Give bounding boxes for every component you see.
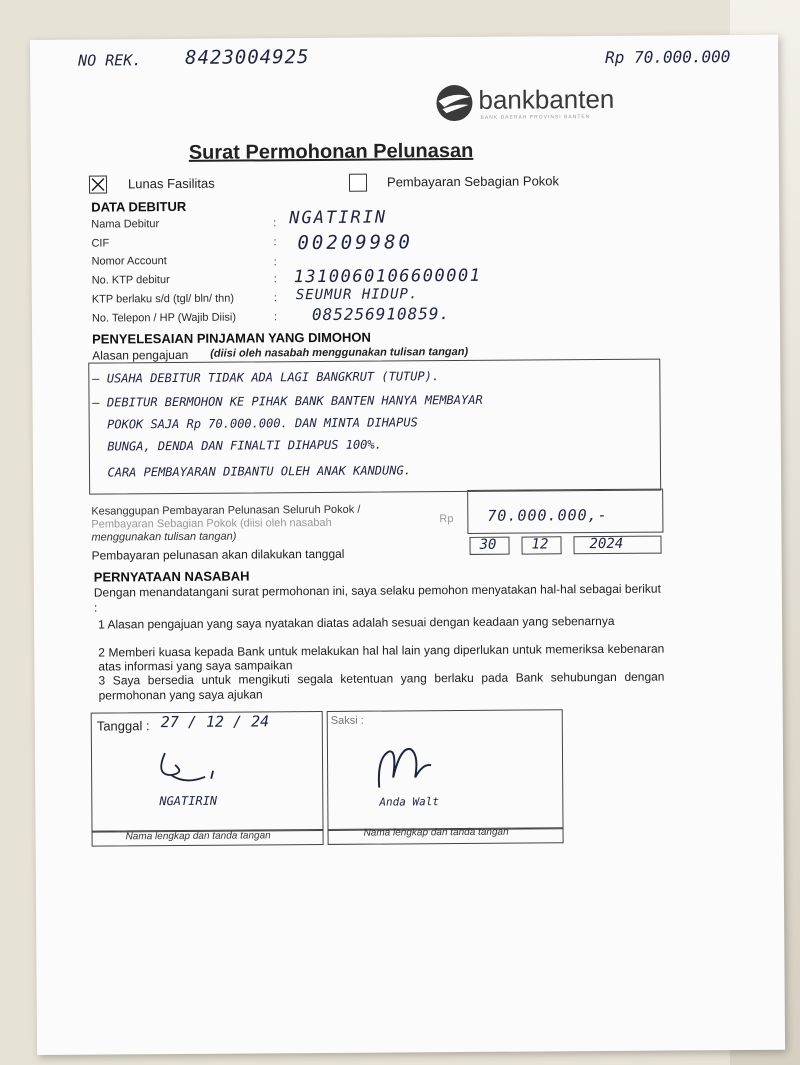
penyelesaian-heading: PENYELESAIAN PINJAMAN YANG DIMOHON: [92, 329, 371, 347]
amount-value: 70.000.000,-: [487, 505, 608, 525]
colon: :: [273, 273, 277, 286]
colon: :: [273, 217, 277, 230]
field-label-account: Nomor Account: [91, 255, 167, 268]
currency-label: Rp: [439, 513, 454, 526]
sebagian-label: Pembayaran Sebagian Pokok: [386, 173, 560, 190]
document-page: [30, 35, 785, 1055]
field-value-telepon: 085256910859.: [311, 304, 451, 325]
colon: :: [273, 256, 277, 269]
field-value-nama: NGATIRIN: [289, 207, 388, 229]
tanggal-label: Tanggal :: [96, 718, 150, 734]
field-value-cif: 00209980: [297, 231, 414, 255]
saksi-label: Saksi :: [330, 714, 364, 727]
alasan-label: Alasan pengajuan: [92, 347, 189, 363]
year-value: 2024: [589, 535, 624, 553]
field-label-ktp-berlaku: KTP berlaku s/d (tgl/ bln/ thn): [91, 292, 235, 306]
field-label-cif: CIF: [91, 237, 110, 250]
saksi-name: Anda Walt: [379, 795, 439, 809]
tanggal-value: 27 / 12 / 24: [160, 712, 270, 732]
field-label-ktp: No. KTP debitur: [91, 274, 170, 287]
bank-logo-text: bankbanten: [478, 83, 615, 115]
amount-note: Rp 70.000.000: [605, 47, 731, 67]
data-debitur-heading: DATA DEBITUR: [91, 198, 187, 215]
sebagian-checkbox[interactable]: [349, 174, 367, 192]
lunas-label: Lunas Fasilitas: [127, 175, 215, 192]
alasan-line: BUNGA, DENDA DAN FINALTI DIHAPUS 100%.: [92, 437, 382, 454]
colon: :: [273, 292, 277, 305]
kesanggupan-label: menggunakan tulisan tangan): [91, 530, 237, 544]
saksi-signature: [371, 737, 461, 803]
month-value: 12: [531, 536, 549, 553]
pernyataan-item: 3 Saya bersedia untuk mengikuti segala ketentuan yang berlaku pada Bank sehubungan dengan permohonan yang saya ajukan: [98, 669, 665, 703]
alasan-line: – USAHA DEBITUR TIDAK ADA LAGI BANGKRUT (TUTUP).: [92, 369, 440, 386]
colon: :: [273, 311, 278, 324]
no-rek-value: 8423004925: [185, 46, 310, 69]
day-value: 30: [479, 536, 497, 553]
alasan-line: CARA PEMBAYARAN DIBANTU OLEH ANAK KANDUNG.: [92, 463, 411, 480]
lunas-checkbox[interactable]: [89, 175, 107, 193]
bank-logo-tagline: BANK DAERAH PROVINSI BANTEN: [480, 114, 591, 121]
pernyataan-item: 1 Alasan pengajuan yang saya nyatakan diatas adalah sesuai dengan keadaan yang sebenarnya: [98, 613, 615, 632]
field-value-ktp-berlaku: SEUMUR HIDUP.: [295, 286, 419, 304]
bank-logo-icon: [434, 83, 474, 123]
no-rek-label: NO REK.: [78, 51, 142, 70]
page-title: Surat Permohonan Pelunasan: [188, 139, 474, 164]
field-value-ktp: 1310060106600001: [293, 265, 482, 288]
tanggal-pelunasan-label: Pembayaran pelunasan akan dilakukan tanggal: [91, 546, 345, 563]
caption-right: Nama lengkap dan tanda tangan: [363, 826, 509, 839]
field-label-telepon: No. Telepon / HP (Wajib Diisi): [91, 311, 237, 325]
pernyataan-heading: PERNYATAAN NASABAH: [93, 568, 250, 585]
kesanggupan-label: Pembayaran Sebagian Pokok (diisi oleh nasabah: [91, 516, 332, 531]
pernyataan-item: 2 Memberi kuasa kepada Bank untuk melakukan hal hal lain yang diperlukan untuk memeriksa kebenaran atas informasi yang saya sampaikan: [98, 641, 665, 674]
alasan-line: POKOK SAJA Rp 70.000.000. DAN MINTA DIHAPUS: [92, 415, 418, 432]
alasan-note: (diisi oleh nasabah menggunakan tulisan tangan): [210, 345, 469, 360]
debitur-name: NGATIRIN: [159, 793, 218, 809]
field-label-nama: Nama Debitur: [91, 218, 160, 231]
colon: :: [273, 236, 277, 249]
alasan-line: – DEBITUR BERMOHON KE PIHAK BANK BANTEN HANYA MEMBAYAR: [92, 392, 483, 410]
pernyataan-intro: Dengan menandatangani surat permohonan ini, saya selaku pemohon menyatakan hal-hal sebagai berikut :: [93, 581, 661, 615]
kesanggupan-label: Kesanggupan Pembayaran Pelunasan Seluruh Pokok /: [91, 503, 361, 518]
caption-left: Nama lengkap dan tanda tangan: [125, 830, 271, 843]
